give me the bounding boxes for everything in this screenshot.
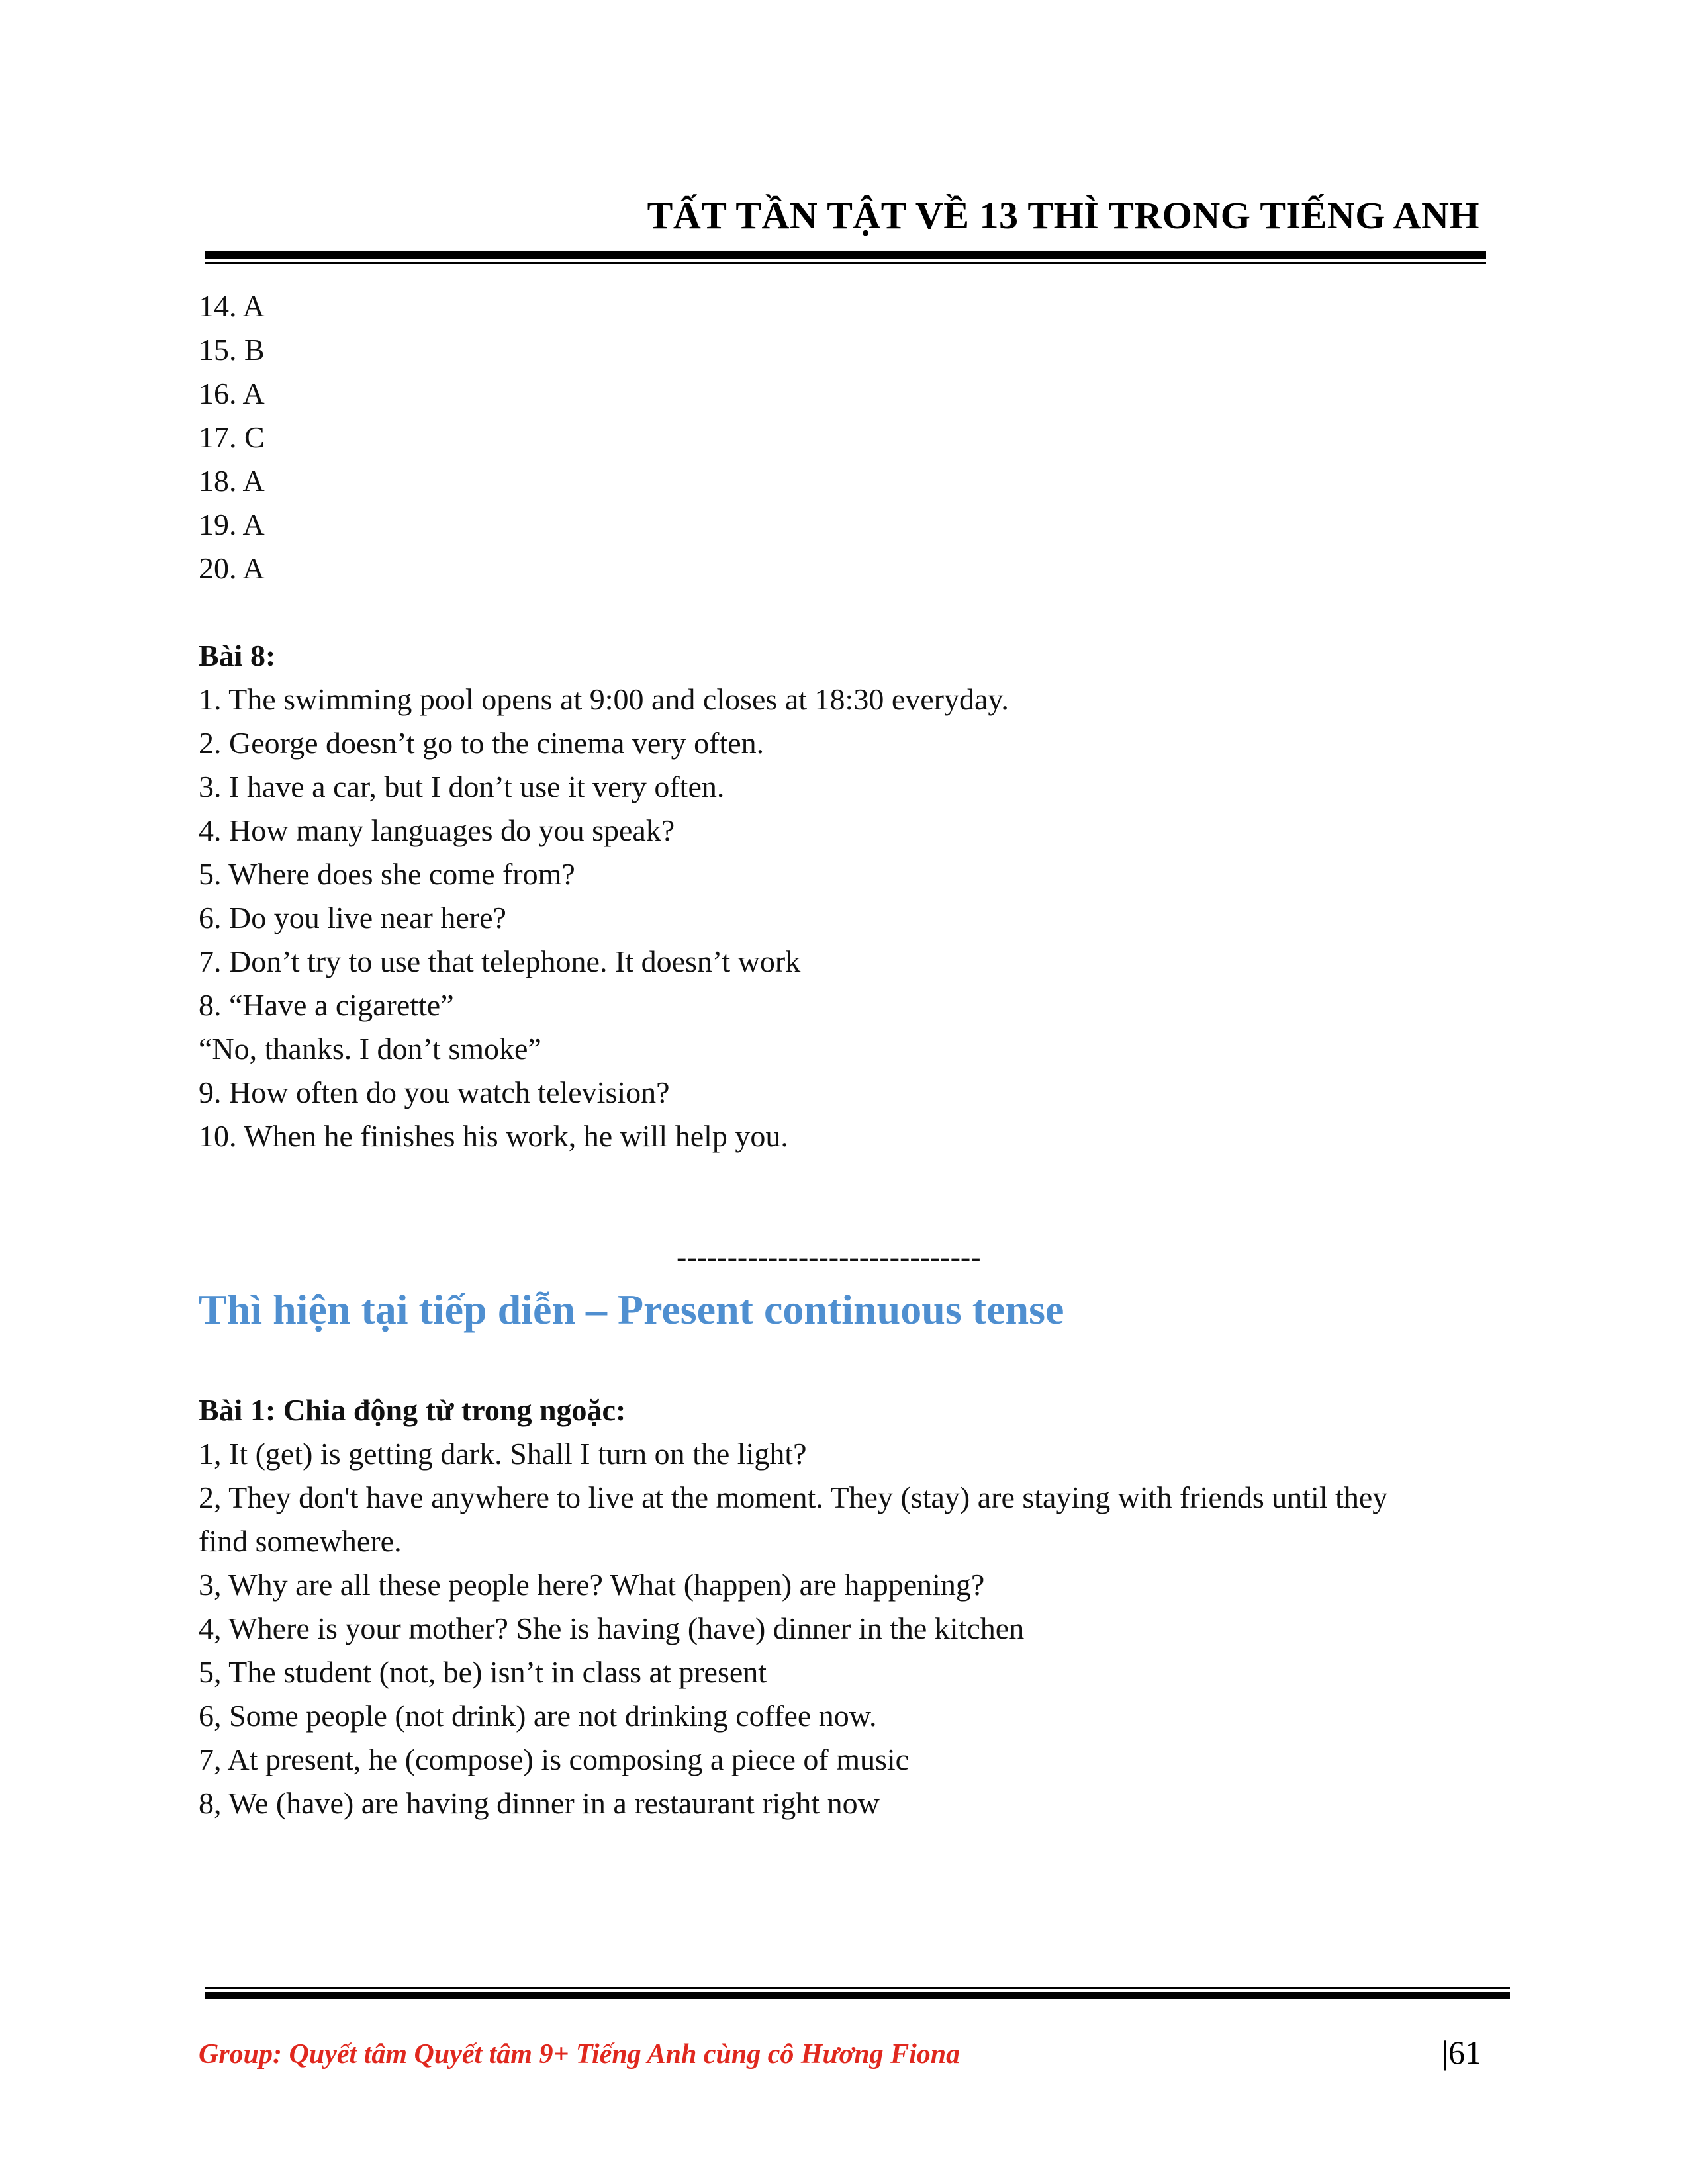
- bai1-line: find somewhere.: [199, 1524, 402, 1558]
- answer-line: 15. B: [199, 333, 265, 367]
- bai8-heading: Bài 8:: [199, 639, 276, 672]
- bai1-line: 3, Why are all these people here? What (happen) are happening?: [199, 1568, 985, 1602]
- footer-group-text: Group: Quyết tâm Quyết tâm 9+ Tiếng Anh cùng cô Hương Fiona: [199, 2039, 961, 2070]
- header-title: TẤT TẦN TẬT VỀ 13 THÌ TRONG TIẾNG ANH: [647, 194, 1479, 237]
- answer-line: 18. A: [199, 464, 265, 498]
- bai8-line: 8. “Have a cigarette”: [199, 988, 454, 1022]
- bai1-line: 5, The student (not, be) isn’t in class at present: [199, 1655, 767, 1689]
- bai8-line: 6. Do you live near here?: [199, 901, 506, 934]
- bai8-line: 1. The swimming pool opens at 9:00 and closes at 18:30 everyday.: [199, 682, 1009, 716]
- main-content-top: [199, 285, 1489, 1158]
- answer-line: 16. A: [199, 377, 265, 410]
- footer-rule-thick: [205, 1992, 1510, 1999]
- dashed-divider: ------------------------------: [677, 1240, 981, 1273]
- answer-line: 20. A: [199, 551, 265, 585]
- bai8-line: 4. How many languages do you speak?: [199, 813, 675, 847]
- answer-line: 14. A: [199, 289, 265, 323]
- header-rule-thin: [205, 262, 1486, 264]
- bai1-line: 2, They don't have anywhere to live at the moment. They (stay) are staying with friends until they: [199, 1480, 1388, 1514]
- bai8-line: 10. When he finishes his work, he will help you.: [199, 1119, 788, 1153]
- bai1-line: 6, Some people (not drink) are not drinking coffee now.: [199, 1699, 877, 1733]
- bai1-line: 8, We (have) are having dinner in a restaurant right now: [199, 1786, 880, 1820]
- bai1-line: 4, Where is your mother? She is having (have) dinner in the kitchen: [199, 1612, 1025, 1645]
- bai1-line: 1, It (get) is getting dark. Shall I turn on the light?: [199, 1437, 807, 1471]
- answer-line: 17. C: [199, 420, 265, 454]
- main-content-bottom: [199, 1388, 1489, 1825]
- bai1-heading: Bài 1: Chia động từ trong ngoặc:: [199, 1393, 626, 1427]
- header-rule-thick: [205, 251, 1486, 259]
- bai1-line: 7, At present, he (compose) is composing a piece of music: [199, 1743, 910, 1776]
- spacer: [199, 590, 1489, 634]
- bai8-line: 2. George doesn’t go to the cinema very often.: [199, 726, 765, 760]
- bai8-line: 5. Where does she come from?: [199, 857, 575, 891]
- footer-rule-thin: [205, 1987, 1510, 1989]
- page-number: |61: [1441, 2034, 1481, 2071]
- section-title: Thì hiện tại tiếp diễn – Present continuous tense: [199, 1286, 1064, 1333]
- bai8-line: “No, thanks. I don’t smoke”: [199, 1032, 541, 1066]
- answer-line: 19. A: [199, 508, 265, 541]
- bai8-line: 7. Don’t try to use that telephone. It doesn’t work: [199, 944, 801, 978]
- bai8-line: 3. I have a car, but I don’t use it very often.: [199, 770, 725, 803]
- bai8-line: 9. How often do you watch television?: [199, 1075, 670, 1109]
